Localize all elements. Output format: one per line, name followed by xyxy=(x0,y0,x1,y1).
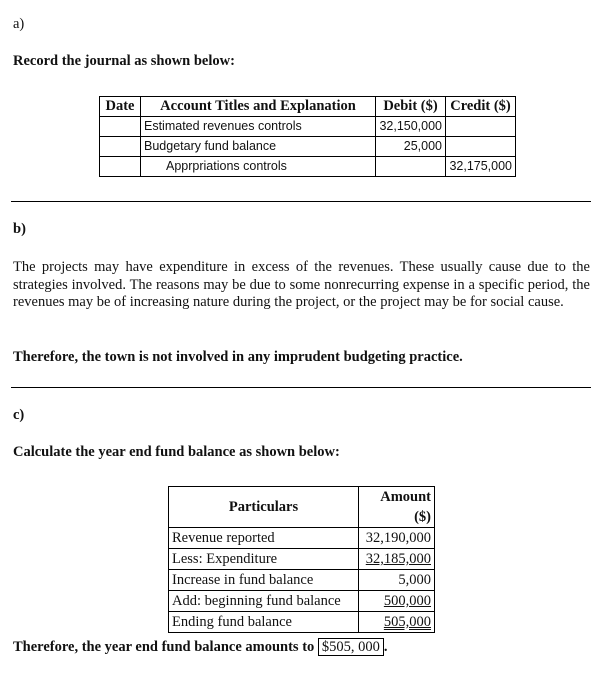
cell-date xyxy=(100,157,141,177)
journal-table xyxy=(99,96,516,177)
cell-debit: 25,000 xyxy=(376,137,446,157)
table-row xyxy=(169,528,435,549)
table-row xyxy=(100,157,516,177)
section-b-label: b) xyxy=(13,221,26,237)
cell-particular: Ending fund balance xyxy=(169,612,359,633)
cell-amount: 505,000 xyxy=(359,612,435,633)
cell-credit: 32,175,000 xyxy=(446,157,516,177)
cell-amount: 500,000 xyxy=(359,591,435,612)
section-c-heading: Calculate the year end fund balance as shown below: xyxy=(13,444,340,460)
header-credit: Credit ($) xyxy=(446,97,516,117)
section-a-label: a) xyxy=(13,16,25,32)
section-b-conclusion: Therefore, the town is not involved in any imprudent budgeting practice. xyxy=(13,349,463,365)
cell-date xyxy=(100,117,141,137)
section-a-heading: Record the journal as shown below: xyxy=(13,53,235,69)
cell-account: Apprpriations controls xyxy=(141,157,376,177)
fund-header-row xyxy=(169,487,435,528)
cell-date xyxy=(100,137,141,157)
header-account: Account Titles and Explanation xyxy=(141,97,376,117)
cell-amount: 32,185,000 xyxy=(359,549,435,570)
cell-amount: 32,190,000 xyxy=(359,528,435,549)
cell-particular: Increase in fund balance xyxy=(169,570,359,591)
fund-balance-table xyxy=(168,486,435,633)
cell-amount: 5,000 xyxy=(359,570,435,591)
table-row xyxy=(169,612,435,633)
cell-credit xyxy=(446,117,516,137)
cell-particular: Revenue reported xyxy=(169,528,359,549)
cell-account: Budgetary fund balance xyxy=(141,137,376,157)
table-row xyxy=(100,117,516,137)
journal-header-row xyxy=(100,97,516,117)
divider xyxy=(11,387,591,388)
cell-particular: Add: beginning fund balance xyxy=(169,591,359,612)
section-c-label: c) xyxy=(13,407,25,423)
conclusion-suffix: . xyxy=(383,639,388,655)
cell-particular: Less: Expenditure xyxy=(169,549,359,570)
section-c-conclusion xyxy=(13,639,388,656)
table-row xyxy=(169,549,435,570)
header-debit: Debit ($) xyxy=(376,97,446,117)
divider xyxy=(11,201,591,202)
table-row xyxy=(169,570,435,591)
header-particulars: Particulars xyxy=(169,487,359,528)
answer-box: $505, 000 xyxy=(318,638,384,656)
table-row xyxy=(100,137,516,157)
table-row xyxy=(169,591,435,612)
conclusion-prefix: Therefore, the year end fund balance amounts to xyxy=(13,639,315,655)
cell-account: Estimated revenues controls xyxy=(141,117,376,137)
cell-credit xyxy=(446,137,516,157)
header-date: Date xyxy=(100,97,141,117)
header-amount: Amount ($) xyxy=(359,487,435,528)
cell-debit xyxy=(376,157,446,177)
cell-debit: 32,150,000 xyxy=(376,117,446,137)
section-b-paragraph: The projects may have expenditure in excess of the revenues. These usually cause due to the strategies involved. The reasons may be due to some nonrecurring expense in a specific period, the revenues may be of increasing nature during the project, or the project may be for social cause. xyxy=(13,259,590,310)
